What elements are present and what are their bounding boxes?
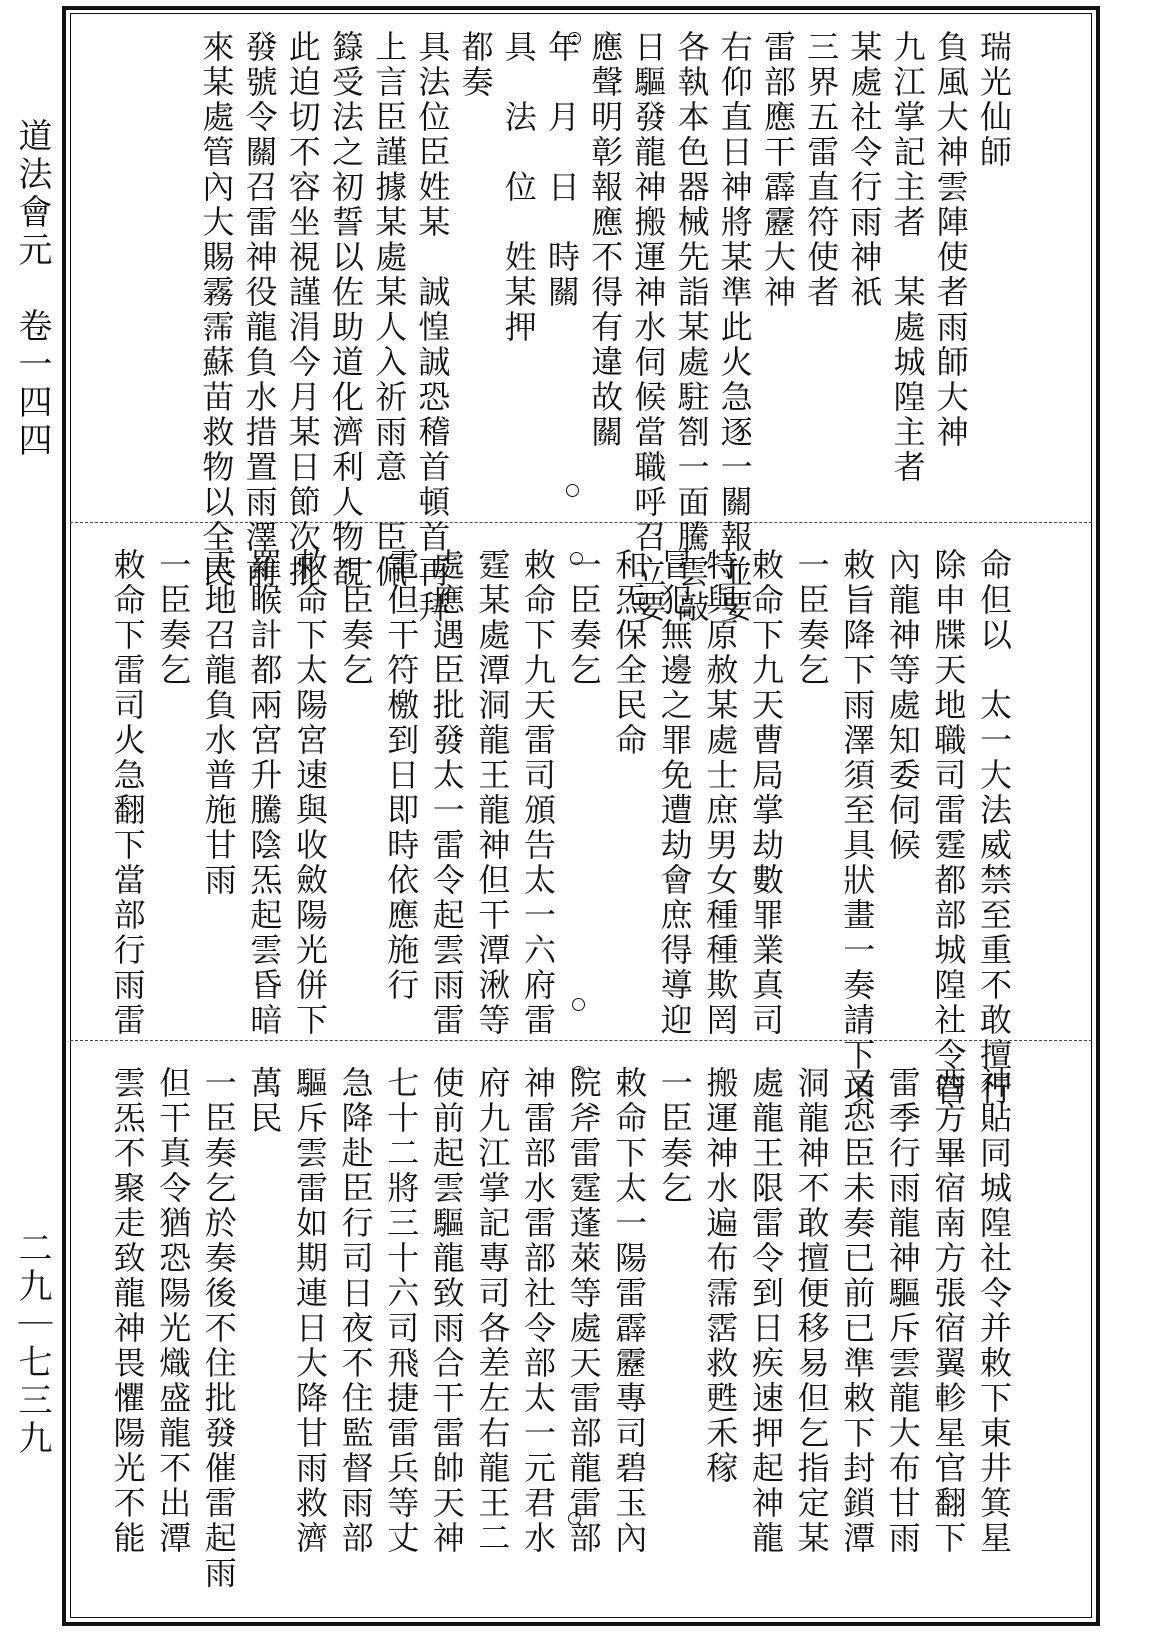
text-column: 雲炁不聚走致龍神畏懼陽光不能 [108,1066,147,1556]
text-column: 年 月 日 時關 [543,30,581,310]
text-column: 神雷部水雷部社令部太一元君水 [519,1066,557,1556]
text-column: 萬民 [245,1066,284,1136]
text-column: 霆某處潭洞龍王龍神但干潭湫等 [473,548,512,1038]
book-title: 道法會元 卷一四四 [12,118,52,460]
text-column: 內龍神等處知委伺候 [883,548,922,863]
text-column: 一臣奏乞 [655,1066,694,1206]
text-column: 和炁保全民命 [610,548,649,758]
text-column: 負風大神雲陣使者雨師大神 [931,30,970,450]
text-column: 籙受法之初誓以佐助道化濟利人物覩 [327,30,365,590]
text-column: 電但干符檄到日即時依應施行 [382,548,421,1003]
text-column: 西方畢宿南方張宿翼軫星官翻下 [929,1066,968,1556]
text-column: 此迫切不容坐視謹涓今月某日節次批 [283,30,322,590]
text-column: 上言臣謹據某處某人入祈雨意 臣佩 [370,30,409,590]
text-column: 來某處管內大賜霧霈蘇苗救物以全民 [197,30,236,590]
text-column: 七十二將三十六司飛捷雷兵等丈 [382,1066,421,1556]
text-column: 敕命下九天雷司頒告太一六府雷 [519,548,557,1038]
text-column: 一臣奏乞 [792,548,831,688]
text-column: 九江掌記主者 某處城隍主者 [888,30,927,485]
text-block-bottom [100,1066,1030,1606]
text-column: 都奏 [456,30,495,100]
text-column: 神貼同城隍社令并敕下東井箕星 [975,1066,1013,1556]
text-column: 一臣奏乞 [154,548,193,688]
text-column: 院斧雷霆蓬萊等處天雷部龍雷部 [564,1066,603,1556]
text-column: 雷部應干霹靂大神 [759,30,797,310]
text-column: 羅睺計都兩宮升騰陰炁起雲昏暗 [245,548,284,1038]
text-column: 敕命下太一陽雷霹靂專司碧玉內 [610,1066,649,1556]
text-column: 三界五雷直符使者 [802,30,841,310]
text-column: 處龍王限雷令到日疾速押起神龍 [747,1066,785,1556]
text-column: 一臣奏乞 [564,548,603,688]
text-column: 敕命下太陽宮速與收斂陽光併下 [291,548,329,1038]
text-column: 某處社令行雨神祇 [845,30,884,310]
text-column: 冒犯無邊之罪免遭劫會庶得導迎 [655,548,694,1038]
text-column: 各執本色器械先詣某處駐劄一面騰雲敲 [672,30,711,625]
text-column: 具 法 位 姓某押 [499,30,538,345]
text-column: 除申牒天地職司雷霆都部城隍社令管 [929,548,968,1108]
text-column: 急降赴臣行司日夜不住監督雨部 [336,1066,375,1556]
text-column: 處應遇臣批發太一雷令起雲雨雷 [427,548,466,1038]
text-column: 一臣奏乞於奏後不住批發催雷起雨 [199,1066,238,1591]
text-column: 天地召龍負水普施甘雨 [199,548,238,898]
text-column: 又恐臣未奏已前已準敕下封鎖潭 [838,1066,877,1556]
text-column: 敕命下九天曹局掌劫數罪業真司 [747,548,785,1038]
page-number: 二九｜七三九 [12,1230,52,1458]
text-column: 但干真令猶恐陽光熾盛龍不出潭 [154,1066,193,1556]
text-column: 驅斥雲雷如期連日大降甘雨救濟 [291,1066,329,1556]
text-column: 府九江掌記專司各差左右龍王二 [473,1066,512,1556]
text-column: 一臣奏乞 [336,548,375,688]
text-column: 發號令關召雷神役龍負水措置雨澤前 [240,30,279,590]
text-column: 具法位臣姓某 誠惶誠恐稽首頓首再拜 [413,30,452,625]
text-column: 敕旨降下雨澤須至具狀畫一奏請下項 [838,548,877,1108]
text-column: 搬運神水遍布霈霑救甦禾稼 [701,1066,740,1486]
text-column: 右仰直日神將某準此火急逐一關報並要 [715,30,754,625]
text-column: 洞龍神不敢擅便移易但乞指定某 [792,1066,831,1556]
text-column: 日驅發龍神搬運神水伺候當職呼召立要 [629,30,668,625]
text-column: 瑞光仙師 [975,30,1013,170]
text-column: 應聲明彰報應不得有違故關 [586,30,625,450]
text-column: 命但以 太一大法威禁至重不敢擅行 [975,548,1013,1108]
text-column: 雷季行雨龍神驅斥雲龍大布甘雨 [883,1066,922,1556]
text-column: 敕命下雷司火急翻下當部行雨雷 [108,548,147,1038]
text-column: 特與原赦某處士庶男女種種欺罔 [701,548,740,1038]
text-column: 使前起雲驅龍致雨合干雷帥天神 [427,1066,466,1556]
